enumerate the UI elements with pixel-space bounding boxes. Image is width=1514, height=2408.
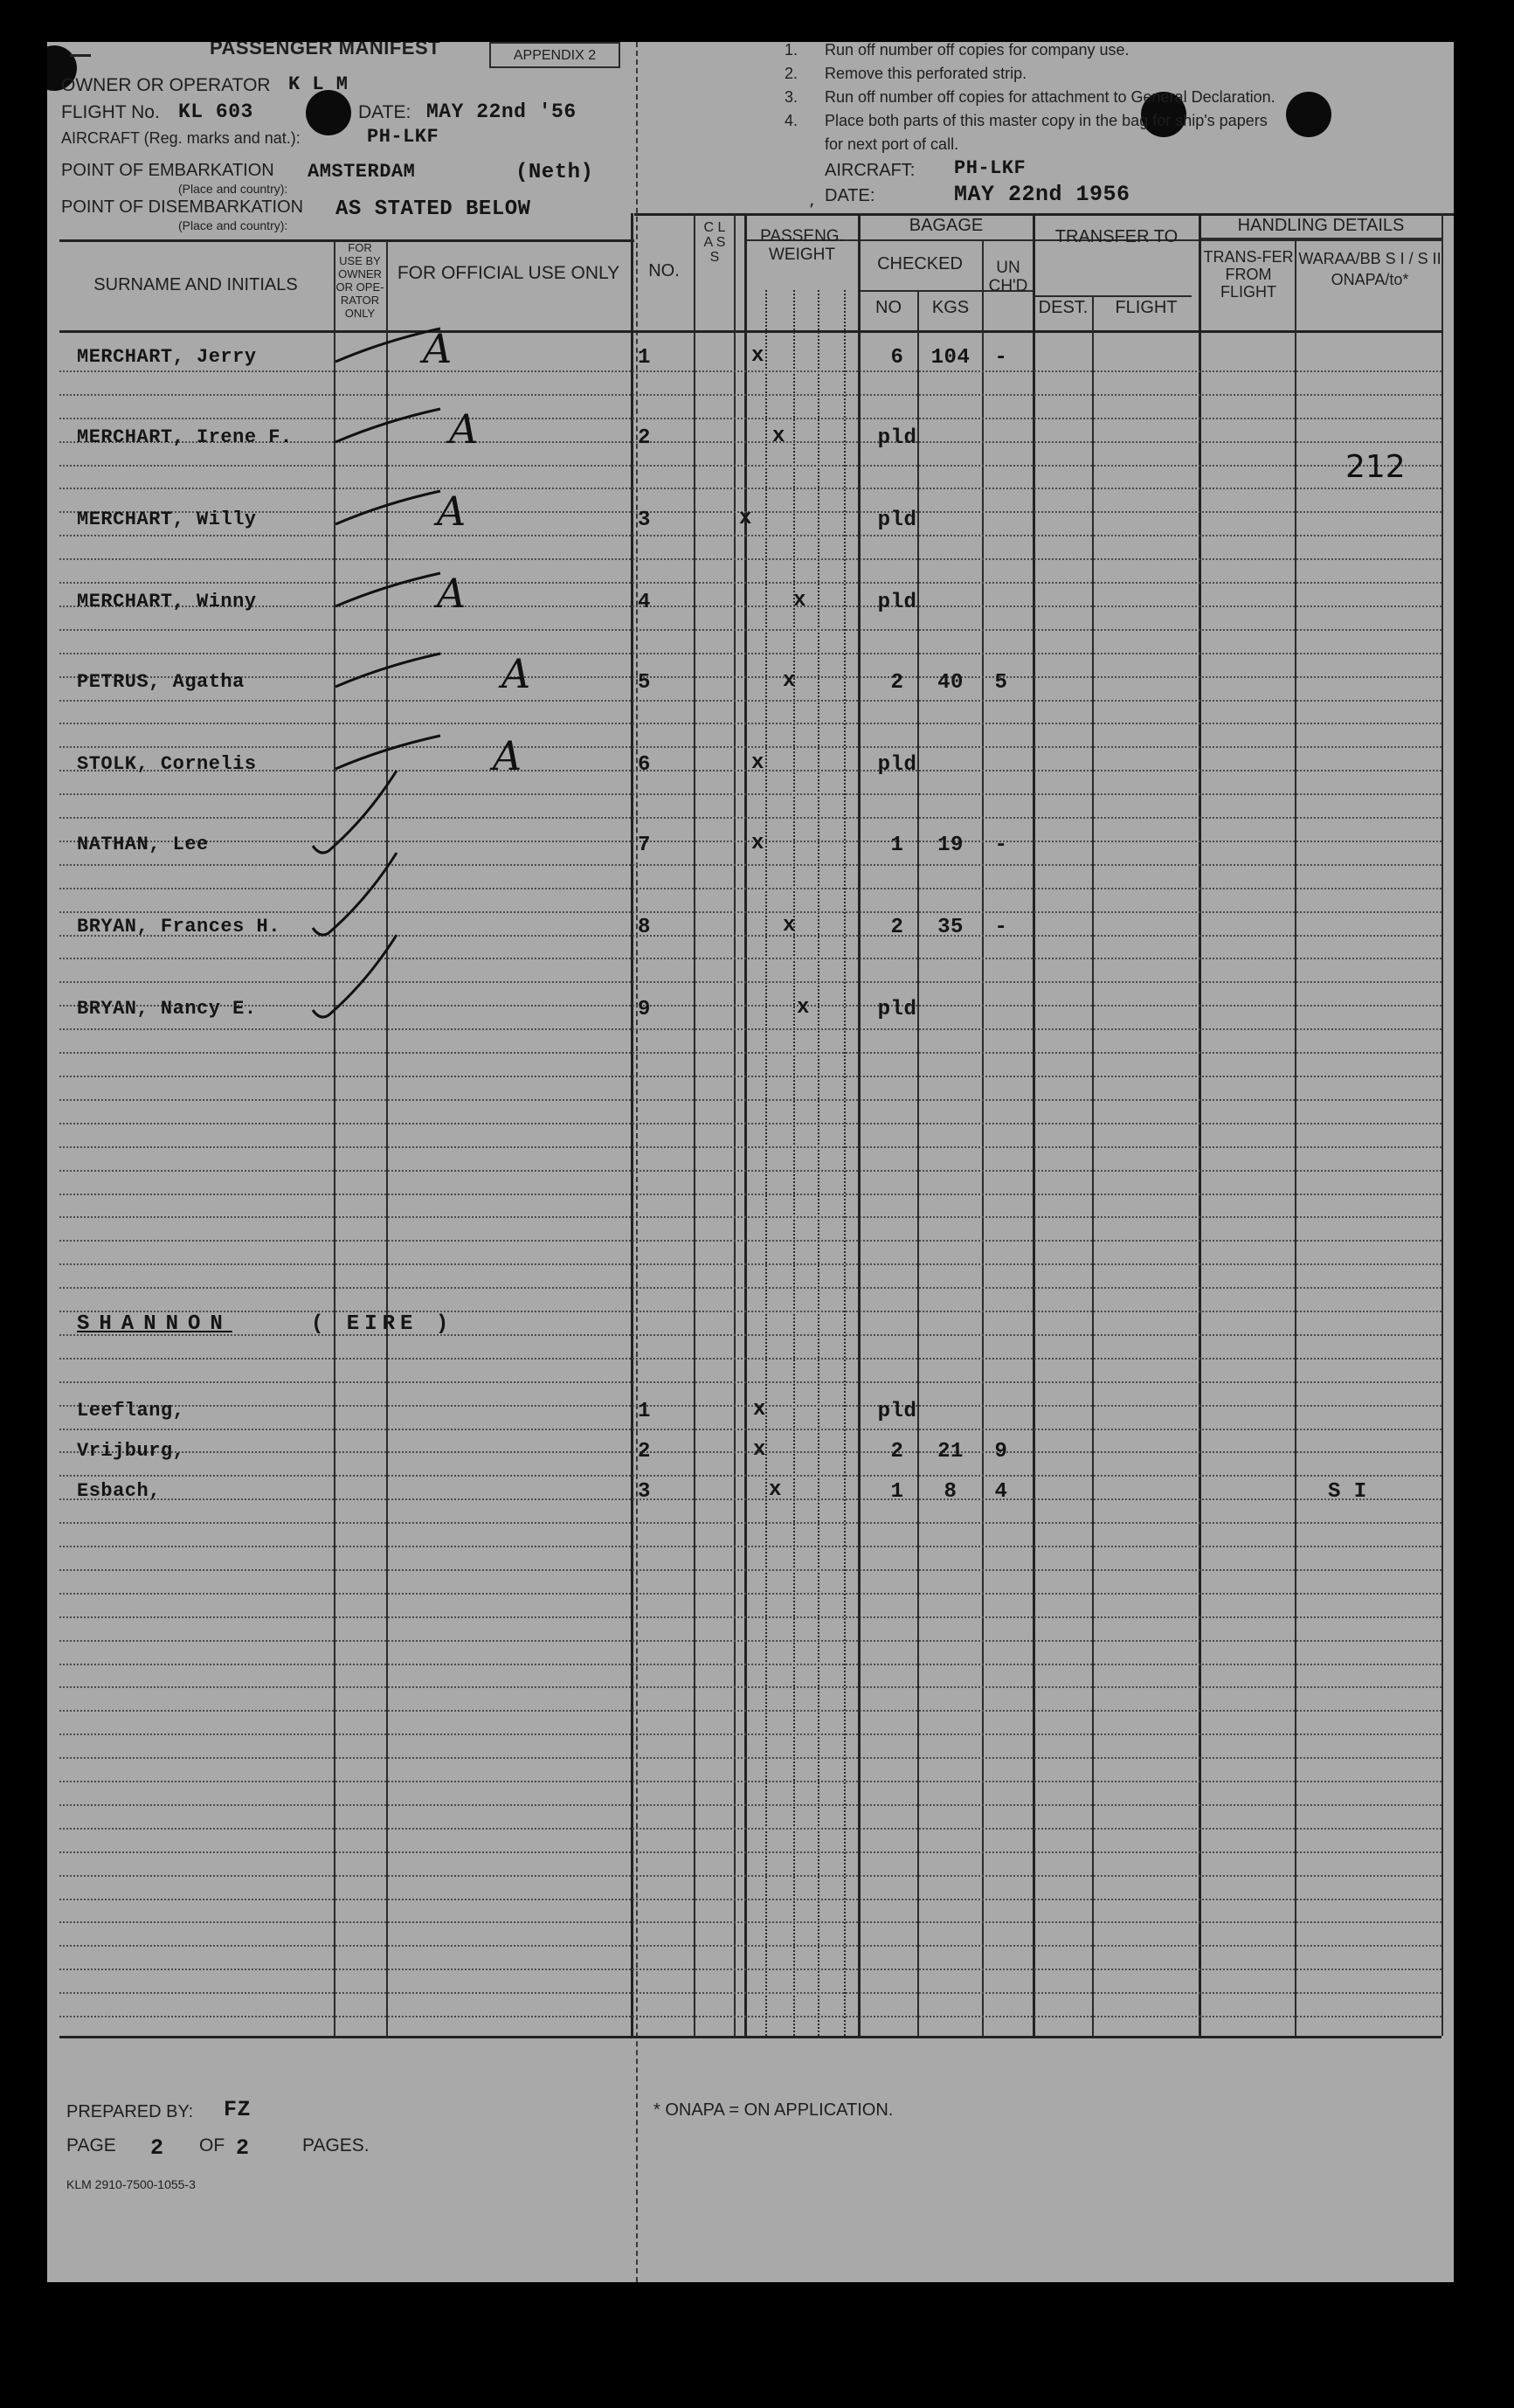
weight-mark: x bbox=[751, 832, 764, 855]
ruled-line bbox=[59, 1664, 1441, 1665]
passenger-name: NATHAN, Lee bbox=[77, 834, 209, 855]
embarkation-sub: (Place and country): bbox=[178, 182, 288, 196]
bag-kgs: 40 bbox=[937, 671, 964, 695]
ruled-line bbox=[59, 1123, 1441, 1124]
ruled-line bbox=[59, 1899, 1441, 1900]
col-for-use: FOR USE BY OWNER OR OPE-RATOR ONLY bbox=[335, 241, 384, 320]
ruled-line bbox=[59, 841, 1441, 842]
ruled-line bbox=[59, 1733, 1441, 1735]
col-flight: FLIGHT bbox=[1115, 298, 1178, 317]
check-mark-icon bbox=[306, 930, 411, 1026]
punch-hole bbox=[306, 90, 351, 135]
handwritten-mark: A bbox=[449, 405, 479, 453]
handwritten-number: 212 bbox=[1345, 449, 1406, 485]
col-official: FOR OFFICIAL USE ONLY bbox=[397, 263, 620, 283]
page-label: PAGE bbox=[66, 2135, 116, 2155]
ruled-line bbox=[59, 1851, 1441, 1853]
weight-mark: x bbox=[793, 589, 806, 612]
bag-kgs: 8 bbox=[944, 1480, 957, 1504]
bag-count: 2 bbox=[890, 916, 904, 939]
onapa-note: * ONAPA = ON APPLICATION. bbox=[653, 2100, 894, 2120]
col-transfer-from: TRANS-FER FROM FLIGHT bbox=[1203, 248, 1294, 301]
handwritten-mark: A bbox=[493, 732, 522, 779]
prepared-value: FZ bbox=[224, 2097, 252, 2122]
of-value: 2 bbox=[236, 2135, 250, 2161]
ruled-line bbox=[59, 1686, 1441, 1688]
passenger-name: PETRUS, Agatha bbox=[77, 671, 245, 693]
ruled-line bbox=[59, 1170, 1441, 1172]
bag-count: pld bbox=[877, 753, 917, 777]
handwritten-mark: A bbox=[437, 488, 467, 535]
weight-mark: x bbox=[739, 507, 752, 530]
ruled-line bbox=[59, 770, 1441, 772]
ruled-line bbox=[59, 394, 1441, 396]
ruled-line bbox=[59, 700, 1441, 702]
owner-value: K L M bbox=[288, 73, 349, 95]
weight-mark: x bbox=[783, 669, 796, 693]
passenger-no: 3 bbox=[638, 509, 651, 532]
bag-count: pld bbox=[877, 591, 917, 614]
instruction-item: 1. Run off number off copies for company use. bbox=[785, 42, 1130, 59]
ruled-line bbox=[59, 1640, 1441, 1642]
col-kgs: KGS bbox=[931, 298, 970, 317]
ruled-line bbox=[59, 653, 1441, 654]
col-handling: HANDLING DETAILS bbox=[1237, 216, 1405, 235]
flight-label: FLIGHT No. bbox=[61, 102, 160, 122]
date-value: MAY 22nd '56 bbox=[426, 100, 577, 123]
passenger-name: Leeflang, bbox=[77, 1400, 185, 1422]
handwritten-mark: A bbox=[437, 570, 467, 617]
ruled-line bbox=[59, 981, 1441, 983]
ruled-line bbox=[59, 488, 1441, 489]
passenger-name: STOLK, Cornelis bbox=[77, 753, 257, 775]
airline-wings-icon bbox=[70, 42, 91, 57]
bag-unchecked: - bbox=[994, 916, 1008, 939]
handwritten-dash bbox=[332, 486, 446, 538]
ruled-line bbox=[59, 1005, 1441, 1007]
ruled-line bbox=[59, 1546, 1441, 1547]
bag-count: 2 bbox=[890, 1440, 904, 1463]
ruled-line bbox=[59, 1216, 1441, 1218]
ruled-line bbox=[59, 1381, 1441, 1383]
passenger-name: MERCHART, Irene F. bbox=[77, 426, 293, 448]
passenger-no: 8 bbox=[638, 916, 651, 939]
bag-kgs: 19 bbox=[937, 834, 964, 857]
bag-unchecked: 5 bbox=[994, 671, 1008, 695]
embarkation-country: (Neth) bbox=[515, 161, 594, 184]
instruction-item: for next port of call. bbox=[825, 135, 959, 153]
ruled-line bbox=[59, 793, 1441, 795]
form-title: PASSENGER MANIFEST bbox=[210, 42, 441, 59]
ruled-line bbox=[59, 1475, 1441, 1477]
weight-mark: x bbox=[753, 1438, 766, 1462]
handling-code: S I bbox=[1328, 1480, 1367, 1504]
passenger-name: Esbach, bbox=[77, 1480, 161, 1502]
section-sub: ( EIRE ) bbox=[311, 1312, 454, 1336]
ruled-line bbox=[59, 1099, 1441, 1101]
ruled-line bbox=[59, 1945, 1441, 1947]
instructions-list bbox=[785, 42, 1275, 156]
ruled-line bbox=[59, 1240, 1441, 1242]
footer-rule bbox=[59, 2036, 1441, 2038]
ruled-line bbox=[59, 582, 1441, 584]
bag-unchecked: 4 bbox=[994, 1480, 1008, 1504]
header-bottom-rule bbox=[59, 330, 1441, 333]
ruled-line bbox=[59, 629, 1441, 631]
bag-unchecked: - bbox=[994, 834, 1008, 857]
instructions-aircraft-label: AIRCRAFT: bbox=[825, 161, 916, 180]
ruled-line bbox=[59, 1569, 1441, 1571]
page-value: 2 bbox=[150, 2135, 164, 2161]
ruled-line bbox=[59, 605, 1441, 607]
ruled-line bbox=[59, 723, 1441, 724]
prepared-label: PREPARED BY: bbox=[66, 2102, 194, 2121]
weight-mark: x bbox=[797, 996, 810, 1020]
bag-kgs: 21 bbox=[937, 1440, 964, 1463]
passenger-name: BRYAN, Nancy E. bbox=[77, 998, 257, 1020]
ruled-line bbox=[59, 1969, 1441, 1970]
disembarkation-value: AS STATED BELOW bbox=[335, 197, 531, 221]
ruled-line bbox=[59, 1710, 1441, 1712]
passenger-no: 1 bbox=[638, 1400, 651, 1423]
bag-unchecked: - bbox=[994, 346, 1008, 370]
embarkation-label: POINT OF EMBARKATION bbox=[61, 161, 274, 180]
instruction-item: 2. Remove this perforated strip. bbox=[785, 65, 1027, 82]
disembarkation-sub: (Place and country): bbox=[178, 218, 288, 232]
col-no: NO. bbox=[648, 261, 680, 280]
passenger-name: MERCHART, Winny bbox=[77, 591, 257, 612]
passenger-no: 4 bbox=[638, 591, 651, 614]
instructions-date-value: MAY 22nd 1956 bbox=[954, 182, 1130, 207]
ruled-line bbox=[59, 1334, 1441, 1336]
date-label: DATE: bbox=[358, 102, 411, 122]
handwritten-mark: A bbox=[423, 325, 453, 372]
col-unchd: UN CH'D bbox=[988, 259, 1028, 295]
owner-label: OWNER OR OPERATOR bbox=[61, 75, 271, 95]
form-code: KLM 2910-7500-1055-3 bbox=[66, 2177, 196, 2191]
bag-count: 6 bbox=[890, 346, 904, 370]
col-bagage: BAGAGE bbox=[909, 216, 984, 235]
col-checked: CHECKED bbox=[877, 254, 963, 273]
instructions-date-label: DATE: bbox=[825, 186, 875, 205]
ruled-line bbox=[59, 1076, 1441, 1077]
ruled-line bbox=[59, 1616, 1441, 1618]
ruled-line bbox=[59, 2016, 1441, 2017]
passenger-no: 1 bbox=[638, 346, 651, 370]
weight-mark: x bbox=[751, 344, 764, 368]
ruled-line bbox=[59, 1875, 1441, 1877]
col-passeng-weight: PASSENG. WEIGHT bbox=[760, 227, 844, 264]
bag-count: pld bbox=[877, 426, 917, 450]
bag-count: 1 bbox=[890, 1480, 904, 1504]
bag-count: 1 bbox=[890, 834, 904, 857]
bag-count: pld bbox=[877, 509, 917, 532]
col-dest: DEST. bbox=[1038, 298, 1089, 317]
handwritten-dash bbox=[332, 404, 446, 456]
ruled-line bbox=[59, 1921, 1441, 1923]
section-title: SHANNON bbox=[77, 1312, 232, 1336]
ruled-line bbox=[59, 1287, 1441, 1289]
ruled-line bbox=[59, 958, 1441, 959]
col-transfer: TRANSFER TO bbox=[1054, 227, 1179, 246]
ruled-line bbox=[59, 1194, 1441, 1195]
instructions-aircraft-value: PH-LKF bbox=[954, 157, 1027, 179]
ruled-line bbox=[59, 1522, 1441, 1524]
col-class: C L A S S bbox=[703, 220, 726, 265]
weight-mark: x bbox=[772, 425, 785, 448]
flight-value: KL 603 bbox=[178, 100, 253, 123]
ruled-line bbox=[59, 535, 1441, 536]
handwritten-mark: A bbox=[501, 650, 531, 697]
bag-kgs: 35 bbox=[937, 916, 964, 939]
ruled-line bbox=[59, 1804, 1441, 1806]
ruled-line bbox=[59, 676, 1441, 678]
ruled-line bbox=[59, 1451, 1441, 1453]
ruled-line bbox=[59, 746, 1441, 748]
passenger-no: 5 bbox=[638, 671, 651, 695]
ruled-line bbox=[59, 817, 1441, 819]
ruled-line bbox=[59, 1146, 1441, 1148]
ruled-line bbox=[59, 370, 1441, 372]
col-surname: SURNAME AND INITIALS bbox=[93, 275, 298, 294]
col-waraa: WARAA/BB S I / S II ONAPA/to* bbox=[1298, 250, 1441, 288]
ruled-line bbox=[59, 1358, 1441, 1360]
weight-mark: x bbox=[783, 914, 796, 938]
disembarkation-label: POINT OF DISEMBARKATION bbox=[61, 197, 304, 217]
passenger-name: MERCHART, Willy bbox=[77, 509, 257, 530]
ruled-line bbox=[59, 1781, 1441, 1782]
bag-unchecked: 9 bbox=[994, 1440, 1008, 1463]
of-label: OF bbox=[199, 2135, 225, 2155]
weight-mark: x bbox=[751, 751, 764, 775]
pages-label: PAGES. bbox=[302, 2135, 370, 2155]
col-bag-no: NO bbox=[875, 298, 902, 317]
passenger-name: BRYAN, Frances H. bbox=[77, 916, 280, 938]
aircraft-value: PH-LKF bbox=[367, 126, 439, 148]
ruled-line bbox=[59, 1429, 1441, 1430]
instruction-item: 4. Place both parts of this master copy in the bag for ship's papers bbox=[785, 112, 1268, 129]
ruled-line bbox=[59, 1498, 1441, 1500]
handwritten-dash bbox=[332, 648, 446, 701]
weight-mark: x bbox=[753, 1398, 766, 1422]
bag-count: pld bbox=[877, 998, 917, 1021]
weight-mark: x bbox=[769, 1478, 782, 1502]
passenger-no: 3 bbox=[638, 1480, 651, 1504]
embarkation-value: AMSTERDAM bbox=[308, 161, 416, 183]
passenger-name: MERCHART, Jerry bbox=[77, 346, 257, 368]
ruled-line bbox=[59, 1028, 1441, 1030]
passenger-no: 6 bbox=[638, 753, 651, 777]
ruled-line bbox=[59, 1593, 1441, 1595]
ruled-line bbox=[59, 1052, 1441, 1054]
passenger-no: 2 bbox=[638, 1440, 651, 1463]
ruled-line bbox=[59, 465, 1441, 467]
manifest-sheet: PASSENGER MANIFEST APPENDIX 2 OWNER OR OPERATOR K L M FLIGHT No. KL 603 DATE: MAY 22nd '56 AIRCRAFT (Reg. marks and nat.): PH-LKF POINT OF EMBARKATION (Place and country): AMSTERDAM (Neth) POINT OF DISEMBARKATION (Place and country): AS STATED BELOW 1. Run off number off copies for company use. 2. Remove this perforated strip. 3. Run off number off copies for attachment to General Declaration. 4. Place both parts of this master copy in the bag for ship's papers for next port of call. AIRCRAFT: PH-LKF DATE: MAY 22nd 1956 , SURNAME AND INITIALS FOR USE BY OWNER OR OPE-RATOR ONLY FOR OFFICIAL USE ONLY NO. C L A S S PASSENG. WEIGHT BAGAGE CHECKED NO KGS UN CH'D TRANSFER TO DEST. FLIGHT HANDLING DETAILS TRANS-FER FROM FLIGHT WARAA/BB S I / S II ONAPA/to* MERCHART, Jerry 1 x 6 104 - A MERCHART, Irene F. 2 x pld A MERCHART, Willy 3 x pld A MERCHART, Winny 4 x pld A PETRUS, Agatha 5 x 2 40 5 A STOLK, Cornelis 6 x pld A NATHAN, Lee 7 x 1 19 - BRYAN, Frances H. 8 x 2 35 - BRYAN, Nancy E. 9 x pld 212 SHANNON ( EIRE ) Leeflang, 1 x pld Vrijburg, 2 x 2 21 9 Esbach, 3 x 1 8 4 S I PREPARED BY: FZ PAGE 2 OF 2 PAGES. KLM 2910-7500-1055-3 * ONAPA = ON APPLICATION. bbox=[47, 42, 1454, 2282]
bag-count: 2 bbox=[890, 671, 904, 695]
bag-kgs: 104 bbox=[930, 346, 971, 370]
passenger-no: 2 bbox=[638, 426, 651, 450]
instruction-item: 3. Run off number off copies for attachment to General Declaration. bbox=[785, 88, 1275, 106]
ruled-line bbox=[59, 1311, 1441, 1312]
ruled-line bbox=[59, 1405, 1441, 1407]
passenger-no: 7 bbox=[638, 834, 651, 857]
ruled-line bbox=[59, 1992, 1441, 1994]
ruled-line bbox=[59, 558, 1441, 560]
ruled-line bbox=[59, 1757, 1441, 1759]
ruled-line bbox=[59, 418, 1441, 419]
handwritten-dash bbox=[332, 568, 446, 620]
passenger-no: 9 bbox=[638, 998, 651, 1021]
bag-count: pld bbox=[877, 1400, 917, 1423]
ruled-line bbox=[59, 1828, 1441, 1830]
punch-hole bbox=[1286, 92, 1331, 137]
ruled-line bbox=[59, 864, 1441, 866]
appendix-box: APPENDIX 2 bbox=[489, 42, 620, 68]
passenger-name: Vrijburg, bbox=[77, 1440, 185, 1462]
ruled-line bbox=[59, 1263, 1441, 1265]
ruled-line bbox=[59, 888, 1441, 889]
aircraft-label: AIRCRAFT (Reg. marks and nat.): bbox=[61, 129, 301, 147]
ruled-line bbox=[59, 911, 1441, 913]
